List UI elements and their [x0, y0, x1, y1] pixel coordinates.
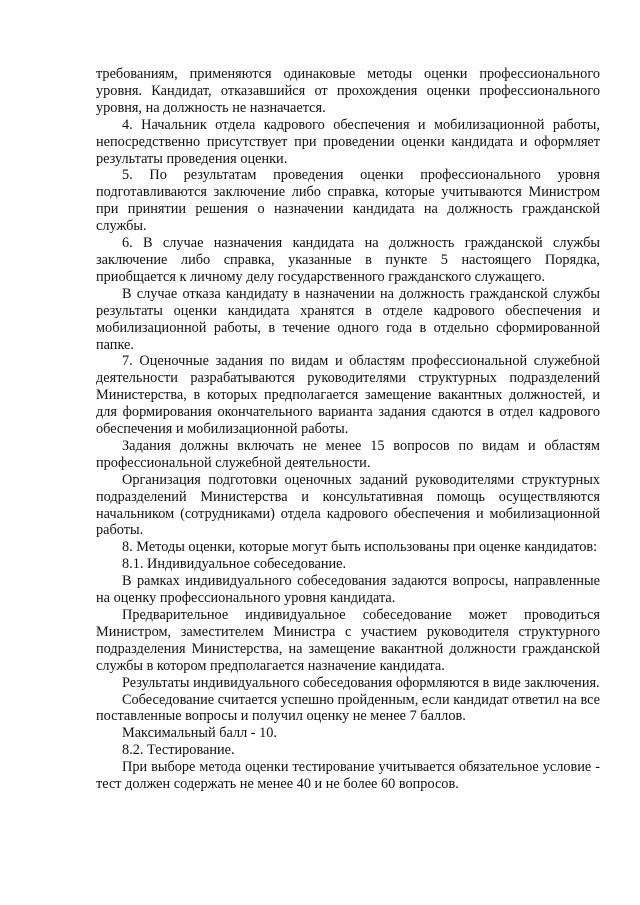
paragraph-item-4: 4. Начальник отдела кадрового обеспечения и мобилизационной работы, непосредственно присутствует при проведении оценки кандидата и оформляет результаты проведения оценки. — [96, 116, 600, 167]
paragraph-continuation: требованиям, применяются одинаковые методы оценки профессионального уровня. Кандидат, отказавшийся от прохождения оценки профессионального уровня, на должность не назначается. — [96, 66, 600, 116]
paragraph-preliminary-interview: Предварительное индивидуальное собеседование может проводиться Министром, заместителем Министра с участием руководителя структурного подразделения Министерства, на замещение вакантной должности гражданской службы в котором предполагается назначение кандидата. — [96, 607, 600, 674]
paragraph-refusal-case: В случае отказа кандидату в назначении на должность гражданской службы результаты оценки кандидата хранятся в отделе кадрового обеспечения и мобилизационной работы, в течение одного года в отдельно сформированной папке. — [96, 285, 600, 353]
document-page — [96, 66, 600, 793]
paragraph-max-score: Максимальный балл - 10. — [122, 725, 277, 742]
paragraph-interview-passed: Собеседование считается успешно пройденным, если кандидат ответил на все поставленные вопросы и получил оценку не менее 7 баллов. — [96, 691, 600, 725]
paragraph-item-7: 7. Оценочные задания по видам и областям профессиональной служебной деятельности разрабатываются руководителями структурных подразделений Министерства, в которых предполагается замещение вакантных должностей, и для формирования окончательного варианта задания сдаются в отдел кадрового обеспечения и мобилизационной работы. — [96, 353, 600, 438]
paragraph-item-6: 6. В случае назначения кандидата на должность гражданской службы заключение либо справка, указанные в пункте 5 настоящего Порядка, приобщается к личному делу государственного гражданского служащего. — [96, 235, 600, 285]
paragraph-interview-results: Результаты индивидуального собеседования оформляются в виде заключения. — [122, 674, 600, 691]
paragraph-testing-condition: При выборе метода оценки тестирование учитывается обязательное условие - тест должен содержать не менее 40 и не более 60 вопросов. — [96, 759, 600, 793]
paragraph-item-8: 8. Методы оценки, которые могут быть использованы при оценке кандидатов: — [122, 539, 598, 556]
paragraph-tasks-count: Задания должны включать не менее 15 вопросов по видам и областям профессиональной служебной деятельности. — [96, 437, 600, 471]
paragraph-item-8-2: 8.2. Тестирование. — [122, 742, 235, 759]
paragraph-item-8-1: 8.1. Индивидуальное собеседование. — [122, 556, 347, 573]
paragraph-item-5: 5. По результатам проведения оценки профессионального уровня подготавливаются заключение либо справка, которые учитываются Министром при принятии решения о назначении кандидата на должность гражданской службы. — [96, 167, 600, 235]
paragraph-interview-questions: В рамках индивидуального собеседования задаются вопросы, направленные на оценку профессионального уровня кандидата. — [96, 573, 600, 607]
paragraph-tasks-organization: Организация подготовки оценочных заданий руководителями структурных подразделений Министерства и консультативная помощь осуществляются начальником (сотрудниками) отдела кадрового обеспечения и мобилизационной работы. — [96, 471, 600, 539]
